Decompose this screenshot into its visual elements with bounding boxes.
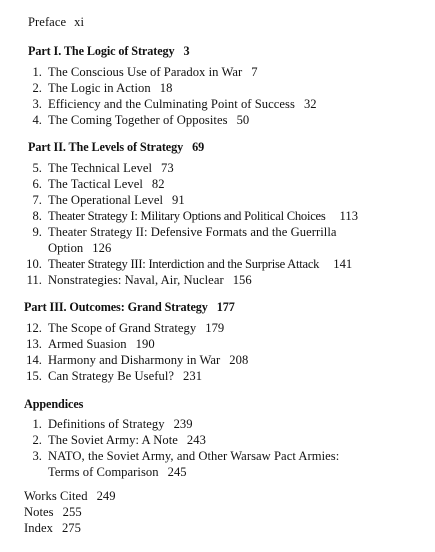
chapter-entry [24, 336, 155, 352]
chapter-entry [24, 272, 252, 288]
chapter-page: 156 [232, 273, 252, 287]
back-matter-page: 249 [96, 489, 116, 503]
chapter-page: 50 [236, 113, 250, 127]
chapter-entry [24, 352, 248, 368]
appendix-entry [30, 432, 206, 448]
chapter-number: 5. [32, 161, 42, 175]
chapter-number: 8. [32, 209, 42, 223]
chapter-title: Can Strategy Be Useful? [48, 369, 175, 383]
part-heading [28, 139, 204, 155]
chapter-title-continued: Option [48, 241, 84, 255]
chapter-page: 113 [339, 209, 359, 223]
part-title: Part II. The Levels of Strategy [28, 140, 184, 154]
chapter-page: 32 [303, 97, 317, 111]
appendices-heading [24, 396, 83, 412]
chapter-title: The Operational Level [48, 193, 164, 207]
chapter-page: 190 [135, 337, 155, 351]
appendix-number: 3. [32, 449, 42, 463]
chapter-entry [24, 320, 224, 336]
part-page: 3 [183, 44, 190, 58]
part-page: 177 [216, 300, 235, 314]
appendices-title: Appendices [24, 397, 84, 411]
chapter-page: 141 [333, 257, 353, 271]
chapter-number: 12. [26, 321, 42, 335]
chapter-entry [24, 256, 352, 272]
chapter-number: 15. [26, 369, 42, 383]
chapter-number: 10. [26, 257, 42, 271]
chapter-entry [30, 224, 337, 240]
chapter-title: Nonstrategies: Naval, Air, Nuclear [48, 273, 224, 287]
chapter-title: Efficiency and the Culminating Point of Success [48, 97, 295, 111]
chapter-number: 4. [32, 113, 42, 127]
chapter-entry [30, 208, 358, 224]
chapter-title: The Technical Level [48, 161, 153, 175]
chapter-page: 82 [151, 177, 165, 191]
toc-notes [24, 504, 82, 520]
chapter-page: 91 [172, 193, 185, 207]
part-page: 69 [192, 140, 205, 154]
chapter-number: 6. [32, 177, 42, 191]
chapter-entry [30, 80, 172, 96]
part-title: Part I. The Logic of Strategy [28, 44, 175, 58]
toc-preface [28, 14, 84, 30]
chapter-entry [30, 176, 165, 192]
appendix-entry [30, 416, 193, 432]
appendix-title-continued: Terms of Comparison [48, 465, 159, 479]
chapter-title: Theater Strategy III: Interdiction and the Surprise Attack [48, 257, 320, 271]
appendix-title: Definitions of Strategy [48, 417, 165, 431]
chapter-number: 3. [32, 97, 42, 111]
chapter-title: Theater Strategy I: Military Options and Political Choices [48, 209, 326, 223]
chapter-number: 11. [26, 273, 42, 287]
chapter-page: 231 [183, 369, 203, 383]
back-matter-title: Notes [24, 505, 54, 519]
appendix-page: 243 [186, 433, 206, 447]
appendix-page: 245 [167, 465, 187, 479]
chapter-entry [30, 96, 317, 112]
chapter-number: 1. [32, 65, 42, 79]
chapter-entry [24, 368, 202, 384]
appendix-entry-continued [48, 464, 187, 480]
chapter-number: 2. [32, 81, 42, 95]
chapter-title: The Tactical Level [48, 177, 143, 191]
chapter-entry [30, 112, 249, 128]
chapter-title: The Conscious Use of Paradox in War [48, 65, 243, 79]
chapter-page: 126 [92, 241, 112, 255]
chapter-title: Armed Suasion [48, 337, 127, 351]
chapter-page: 18 [159, 81, 173, 95]
chapter-page: 208 [229, 353, 249, 367]
chapter-number: 9. [32, 225, 42, 239]
back-matter-title: Index [24, 521, 53, 535]
chapter-entry [30, 64, 258, 80]
part-title: Part III. Outcomes: Grand Strategy [24, 300, 208, 314]
back-matter-page: 255 [62, 505, 82, 519]
chapter-entry [30, 192, 185, 208]
preface-page: xi [74, 15, 85, 29]
appendix-number: 1. [32, 417, 42, 431]
preface-title: Preface [28, 15, 67, 29]
appendix-page: 239 [173, 417, 193, 431]
chapter-title: The Logic in Action [48, 81, 151, 95]
back-matter-page: 275 [61, 521, 81, 535]
appendix-title: NATO, the Soviet Army, and Other Warsaw Pact Armies: [48, 449, 340, 463]
appendix-number: 2. [32, 433, 42, 447]
appendix-title: The Soviet Army: A Note [48, 433, 178, 447]
chapter-number: 7. [32, 193, 42, 207]
chapter-entry-continued [48, 240, 111, 256]
chapter-title: The Coming Together of Opposites [48, 113, 228, 127]
chapter-page: 179 [205, 321, 225, 335]
chapter-page: 7 [251, 65, 258, 79]
part-heading [24, 299, 235, 315]
chapter-title: Harmony and Disharmony in War [48, 353, 221, 367]
appendix-entry [30, 448, 339, 464]
chapter-number: 13. [26, 337, 42, 351]
chapter-title: Theater Strategy II: Defensive Formats and the Guerrilla [48, 225, 337, 239]
chapter-page: 73 [161, 161, 174, 175]
chapter-title: The Scope of Grand Strategy [48, 321, 197, 335]
back-matter-title: Works Cited [24, 489, 88, 503]
chapter-number: 14. [26, 353, 42, 367]
part-heading [28, 43, 190, 59]
toc-works-cited [24, 488, 116, 504]
chapter-entry [30, 160, 174, 176]
toc-index [24, 520, 81, 536]
